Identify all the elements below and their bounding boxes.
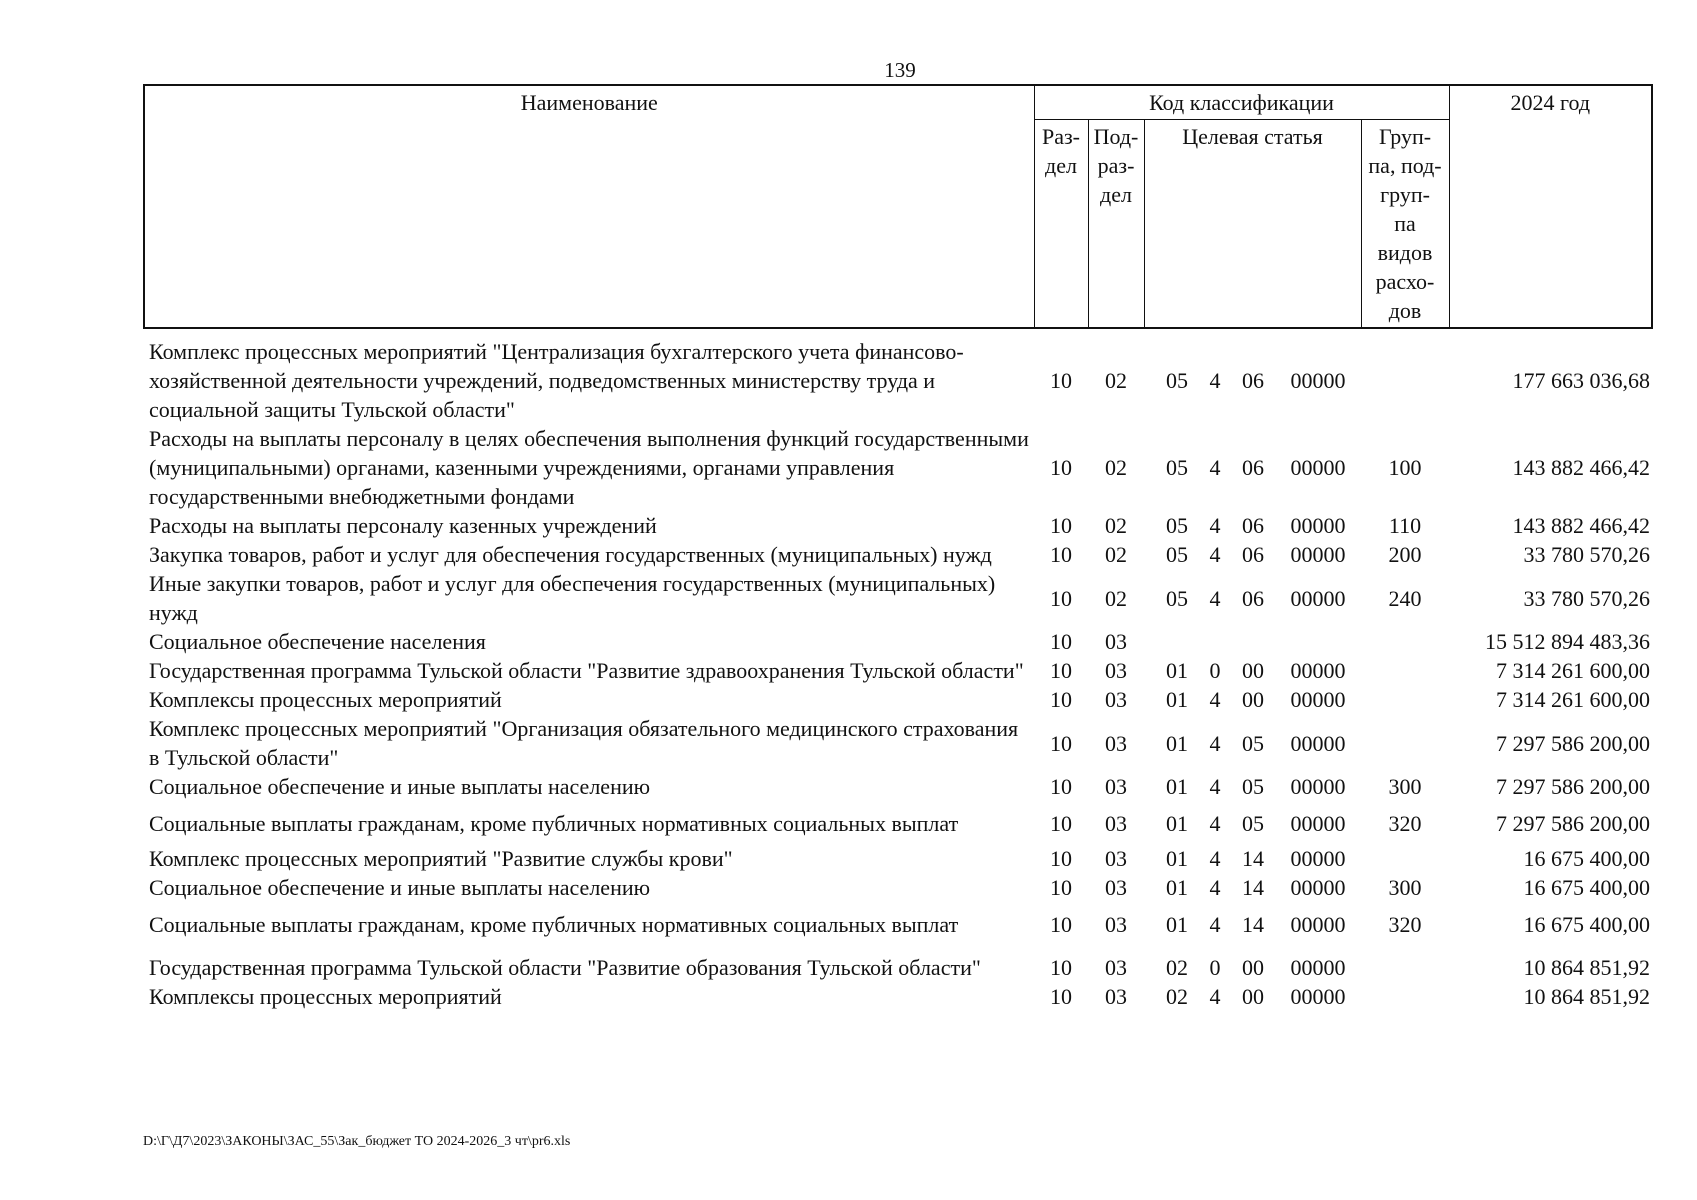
row-target-program: 01	[1166, 658, 1188, 683]
row-podrazdel: 03	[1105, 984, 1127, 1009]
row-target-type: 4	[1209, 912, 1221, 937]
row-razdel: 10	[1050, 455, 1072, 480]
row-group: 300	[1388, 774, 1422, 799]
row-target	[1144, 540, 1361, 569]
row-target-direction: 00000	[1290, 455, 1346, 480]
page-number: 139	[884, 58, 916, 82]
row-podrazdel: 02	[1105, 455, 1127, 480]
table-row	[144, 945, 1652, 982]
table-row	[144, 540, 1652, 569]
row-target-type: 4	[1209, 846, 1221, 871]
row-group	[1361, 328, 1449, 424]
row-target-type: 4	[1209, 774, 1221, 799]
table-row	[144, 511, 1652, 540]
row-target-program: 01	[1166, 846, 1188, 871]
row-podrazdel: 02	[1105, 585, 1127, 611]
row-target	[1144, 656, 1361, 685]
row-target	[1144, 685, 1361, 714]
row-amount: 7 297 586 200,00	[1496, 811, 1651, 836]
table-row	[144, 772, 1652, 801]
row-amount: 7 314 261 600,00	[1496, 658, 1651, 683]
row-name: Иные закупки товаров, работ и услуг для обеспечения государственных (муниципальных) нужд	[149, 571, 996, 625]
row-name: Расходы на выплаты персоналу в целях обеспечения выполнения функций государственными (муниципальными) органами, казенными учреждениями, органами управления государственными внебюджетными фондами	[149, 426, 1029, 509]
row-target-item: 06	[1242, 368, 1264, 393]
row-amount: 16 675 400,00	[1523, 846, 1651, 871]
row-target-item: 14	[1242, 846, 1264, 871]
row-group	[1361, 656, 1449, 685]
table-row	[144, 714, 1652, 772]
table-row	[144, 982, 1652, 1011]
table-row	[144, 328, 1652, 424]
row-razdel: 10	[1050, 585, 1072, 611]
row-group: 300	[1388, 875, 1422, 900]
row-target	[1144, 902, 1361, 945]
row-name: Расходы на выплаты персоналу казенных учреждений	[149, 513, 657, 538]
row-razdel: 10	[1050, 658, 1072, 683]
row-target-item: 06	[1242, 513, 1264, 538]
row-amount: 10 864 851,92	[1523, 984, 1651, 1009]
row-name: Социальное обеспечение населения	[149, 629, 486, 654]
row-target-type: 4	[1209, 687, 1221, 712]
row-target-type: 4	[1209, 585, 1221, 611]
row-target-item: 00	[1242, 955, 1264, 980]
row-amount: 16 675 400,00	[1523, 875, 1651, 900]
row-target-item: 06	[1242, 585, 1264, 611]
row-target-type: 0	[1209, 955, 1221, 980]
row-target	[1144, 424, 1361, 511]
row-target-item: 05	[1242, 774, 1264, 799]
row-razdel: 10	[1050, 811, 1072, 836]
table-row	[144, 801, 1652, 844]
row-target-type: 4	[1209, 542, 1221, 567]
row-target-type: 4	[1209, 455, 1221, 480]
row-target	[1144, 627, 1361, 656]
row-target-direction: 00000	[1290, 984, 1346, 1009]
table-row	[144, 569, 1652, 627]
header-target: Целевая статья	[1144, 120, 1361, 329]
row-target-program: 01	[1166, 687, 1188, 712]
table-row	[144, 902, 1652, 945]
row-podrazdel: 03	[1105, 658, 1127, 683]
row-target	[1144, 511, 1361, 540]
row-target-item: 05	[1242, 730, 1264, 756]
row-target-program: 02	[1166, 984, 1188, 1009]
row-amount: 143 882 466,42	[1512, 513, 1651, 538]
row-target-direction: 00000	[1290, 875, 1346, 900]
row-group	[1361, 844, 1449, 873]
row-name: Социальные выплаты гражданам, кроме публичных нормативных социальных выплат	[149, 811, 959, 836]
row-razdel: 10	[1050, 912, 1072, 937]
row-razdel: 10	[1050, 629, 1072, 654]
row-podrazdel: 03	[1105, 811, 1127, 836]
row-target-direction: 00000	[1290, 513, 1346, 538]
row-amount: 7 297 586 200,00	[1496, 730, 1651, 756]
row-amount: 143 882 466,42	[1512, 455, 1651, 480]
row-group	[1361, 945, 1449, 982]
row-group: 100	[1388, 455, 1422, 480]
row-podrazdel: 02	[1105, 542, 1127, 567]
row-razdel: 10	[1050, 368, 1072, 393]
table-row	[144, 424, 1652, 511]
row-target-type: 4	[1209, 513, 1221, 538]
row-target-item: 14	[1242, 912, 1264, 937]
row-podrazdel: 02	[1105, 368, 1127, 393]
row-amount: 7 297 586 200,00	[1496, 774, 1651, 799]
row-group	[1361, 714, 1449, 772]
row-name: Социальное обеспечение и иные выплаты населению	[149, 774, 651, 799]
row-amount: 33 780 570,26	[1523, 542, 1651, 567]
row-name: Социальное обеспечение и иные выплаты населению	[149, 875, 651, 900]
row-target-type: 4	[1209, 811, 1221, 836]
row-target-direction: 00000	[1290, 912, 1346, 937]
row-name: Социальные выплаты гражданам, кроме публичных нормативных социальных выплат	[149, 912, 959, 937]
row-target	[1144, 772, 1361, 801]
row-group: 110	[1388, 513, 1422, 538]
row-target-type: 0	[1209, 658, 1221, 683]
table-body	[144, 328, 1652, 1011]
row-razdel: 10	[1050, 513, 1072, 538]
row-razdel: 10	[1050, 955, 1072, 980]
table-row	[144, 685, 1652, 714]
row-name: Комплекс процессных мероприятий "Развитие службы крови"	[149, 846, 733, 871]
row-target-item: 14	[1242, 875, 1264, 900]
row-target-program: 05	[1166, 513, 1188, 538]
row-target-item: 00	[1242, 984, 1264, 1009]
row-target-type: 4	[1209, 368, 1221, 393]
row-razdel: 10	[1050, 875, 1072, 900]
row-name: Комплексы процессных мероприятий	[149, 687, 502, 712]
row-target-direction: 00000	[1290, 542, 1346, 567]
row-target-direction: 00000	[1290, 368, 1346, 393]
row-target	[1144, 945, 1361, 982]
row-target-program: 05	[1166, 368, 1188, 393]
row-razdel: 10	[1050, 687, 1072, 712]
header-name: Наименование	[144, 85, 1034, 328]
header-classification: Код классификации	[1034, 85, 1449, 120]
row-podrazdel: 02	[1105, 513, 1127, 538]
row-podrazdel: 03	[1105, 774, 1127, 799]
row-target-type: 4	[1209, 875, 1221, 900]
row-name: Комплекс процессных мероприятий "Организация обязательного медицинского страхования в Тульской области"	[149, 716, 1019, 770]
row-podrazdel: 03	[1105, 875, 1127, 900]
row-group	[1361, 685, 1449, 714]
row-target	[1144, 844, 1361, 873]
row-target-direction: 00000	[1290, 811, 1346, 836]
row-razdel: 10	[1050, 984, 1072, 1009]
row-target-direction: 00000	[1290, 687, 1346, 712]
row-target-direction: 00000	[1290, 774, 1346, 799]
row-target-program: 05	[1166, 542, 1188, 567]
row-target-item: 06	[1242, 542, 1264, 567]
row-target	[1144, 982, 1361, 1011]
row-target-direction: 00000	[1290, 658, 1346, 683]
row-razdel: 10	[1050, 730, 1072, 756]
row-target-direction: 00000	[1290, 846, 1346, 871]
row-name: Комплекс процессных мероприятий "Централизация бухгалтерского учета финансово-хозяйственной деятельности учреждений, подведомственных министерству труда и социальной защиты Тульской области"	[149, 339, 964, 422]
row-group	[1361, 627, 1449, 656]
row-group: 200	[1388, 542, 1422, 567]
table-header	[144, 85, 1652, 328]
row-target-item: 00	[1242, 658, 1264, 683]
row-podrazdel: 03	[1105, 629, 1127, 654]
row-amount: 7 314 261 600,00	[1496, 687, 1651, 712]
table-row	[144, 844, 1652, 873]
header-group: Груп- па, под- груп- па видов расхо- дов	[1361, 120, 1449, 329]
row-razdel: 10	[1050, 774, 1072, 799]
row-amount: 15 512 894 483,36	[1485, 629, 1651, 654]
row-target	[1144, 873, 1361, 902]
row-podrazdel: 03	[1105, 955, 1127, 980]
row-target-item: 05	[1242, 811, 1264, 836]
row-target-type: 4	[1209, 984, 1221, 1009]
header-year: 2024 год	[1449, 85, 1652, 328]
row-target-program: 01	[1166, 875, 1188, 900]
row-group: 320	[1388, 811, 1422, 836]
header-podrazdel: Под- раз- дел	[1088, 120, 1144, 329]
row-name: Государственная программа Тульской области "Развитие здравоохранения Тульской области"	[149, 658, 1024, 683]
row-target-item: 06	[1242, 455, 1264, 480]
row-target-program: 05	[1166, 455, 1188, 480]
row-group: 240	[1388, 585, 1422, 611]
row-podrazdel: 03	[1105, 846, 1127, 871]
row-target-program: 01	[1166, 774, 1188, 799]
row-target-program: 02	[1166, 955, 1188, 980]
row-target	[1144, 328, 1361, 424]
row-amount: 33 780 570,26	[1523, 585, 1651, 611]
row-target-program: 01	[1166, 912, 1188, 937]
row-amount: 177 663 036,68	[1512, 368, 1651, 393]
row-target	[1144, 714, 1361, 772]
row-target-program: 05	[1166, 585, 1188, 611]
row-target-direction: 00000	[1290, 585, 1346, 611]
header-razdel: Раз- дел	[1034, 120, 1088, 329]
row-target	[1144, 569, 1361, 627]
row-group	[1361, 982, 1449, 1011]
table-row	[144, 627, 1652, 656]
row-group: 320	[1388, 912, 1422, 937]
row-amount: 16 675 400,00	[1523, 912, 1651, 937]
row-razdel: 10	[1050, 542, 1072, 567]
row-name: Комплексы процессных мероприятий	[149, 984, 502, 1009]
row-podrazdel: 03	[1105, 912, 1127, 937]
row-amount: 10 864 851,92	[1523, 955, 1651, 980]
row-target-item: 00	[1242, 687, 1264, 712]
row-target	[1144, 801, 1361, 844]
budget-table	[143, 84, 1653, 1011]
row-target-program: 01	[1166, 811, 1188, 836]
row-target-type: 4	[1209, 730, 1221, 756]
row-target-direction: 00000	[1290, 955, 1346, 980]
row-name: Государственная программа Тульской области "Развитие образования Тульской области"	[149, 955, 981, 980]
row-target-direction: 00000	[1290, 730, 1346, 756]
row-podrazdel: 03	[1105, 730, 1127, 756]
row-podrazdel: 03	[1105, 687, 1127, 712]
row-name: Закупка товаров, работ и услуг для обеспечения государственных (муниципальных) нужд	[149, 542, 992, 567]
file-path-footer: D:\Г\Д7\2023\ЗАКОНЫ\ЗАС_55\Зак_бюджет ТО 2024-2026_3 чт\pr6.xls	[143, 1134, 571, 1149]
table-row	[144, 873, 1652, 902]
row-target-program: 01	[1166, 730, 1188, 756]
table-row	[144, 656, 1652, 685]
row-razdel: 10	[1050, 846, 1072, 871]
